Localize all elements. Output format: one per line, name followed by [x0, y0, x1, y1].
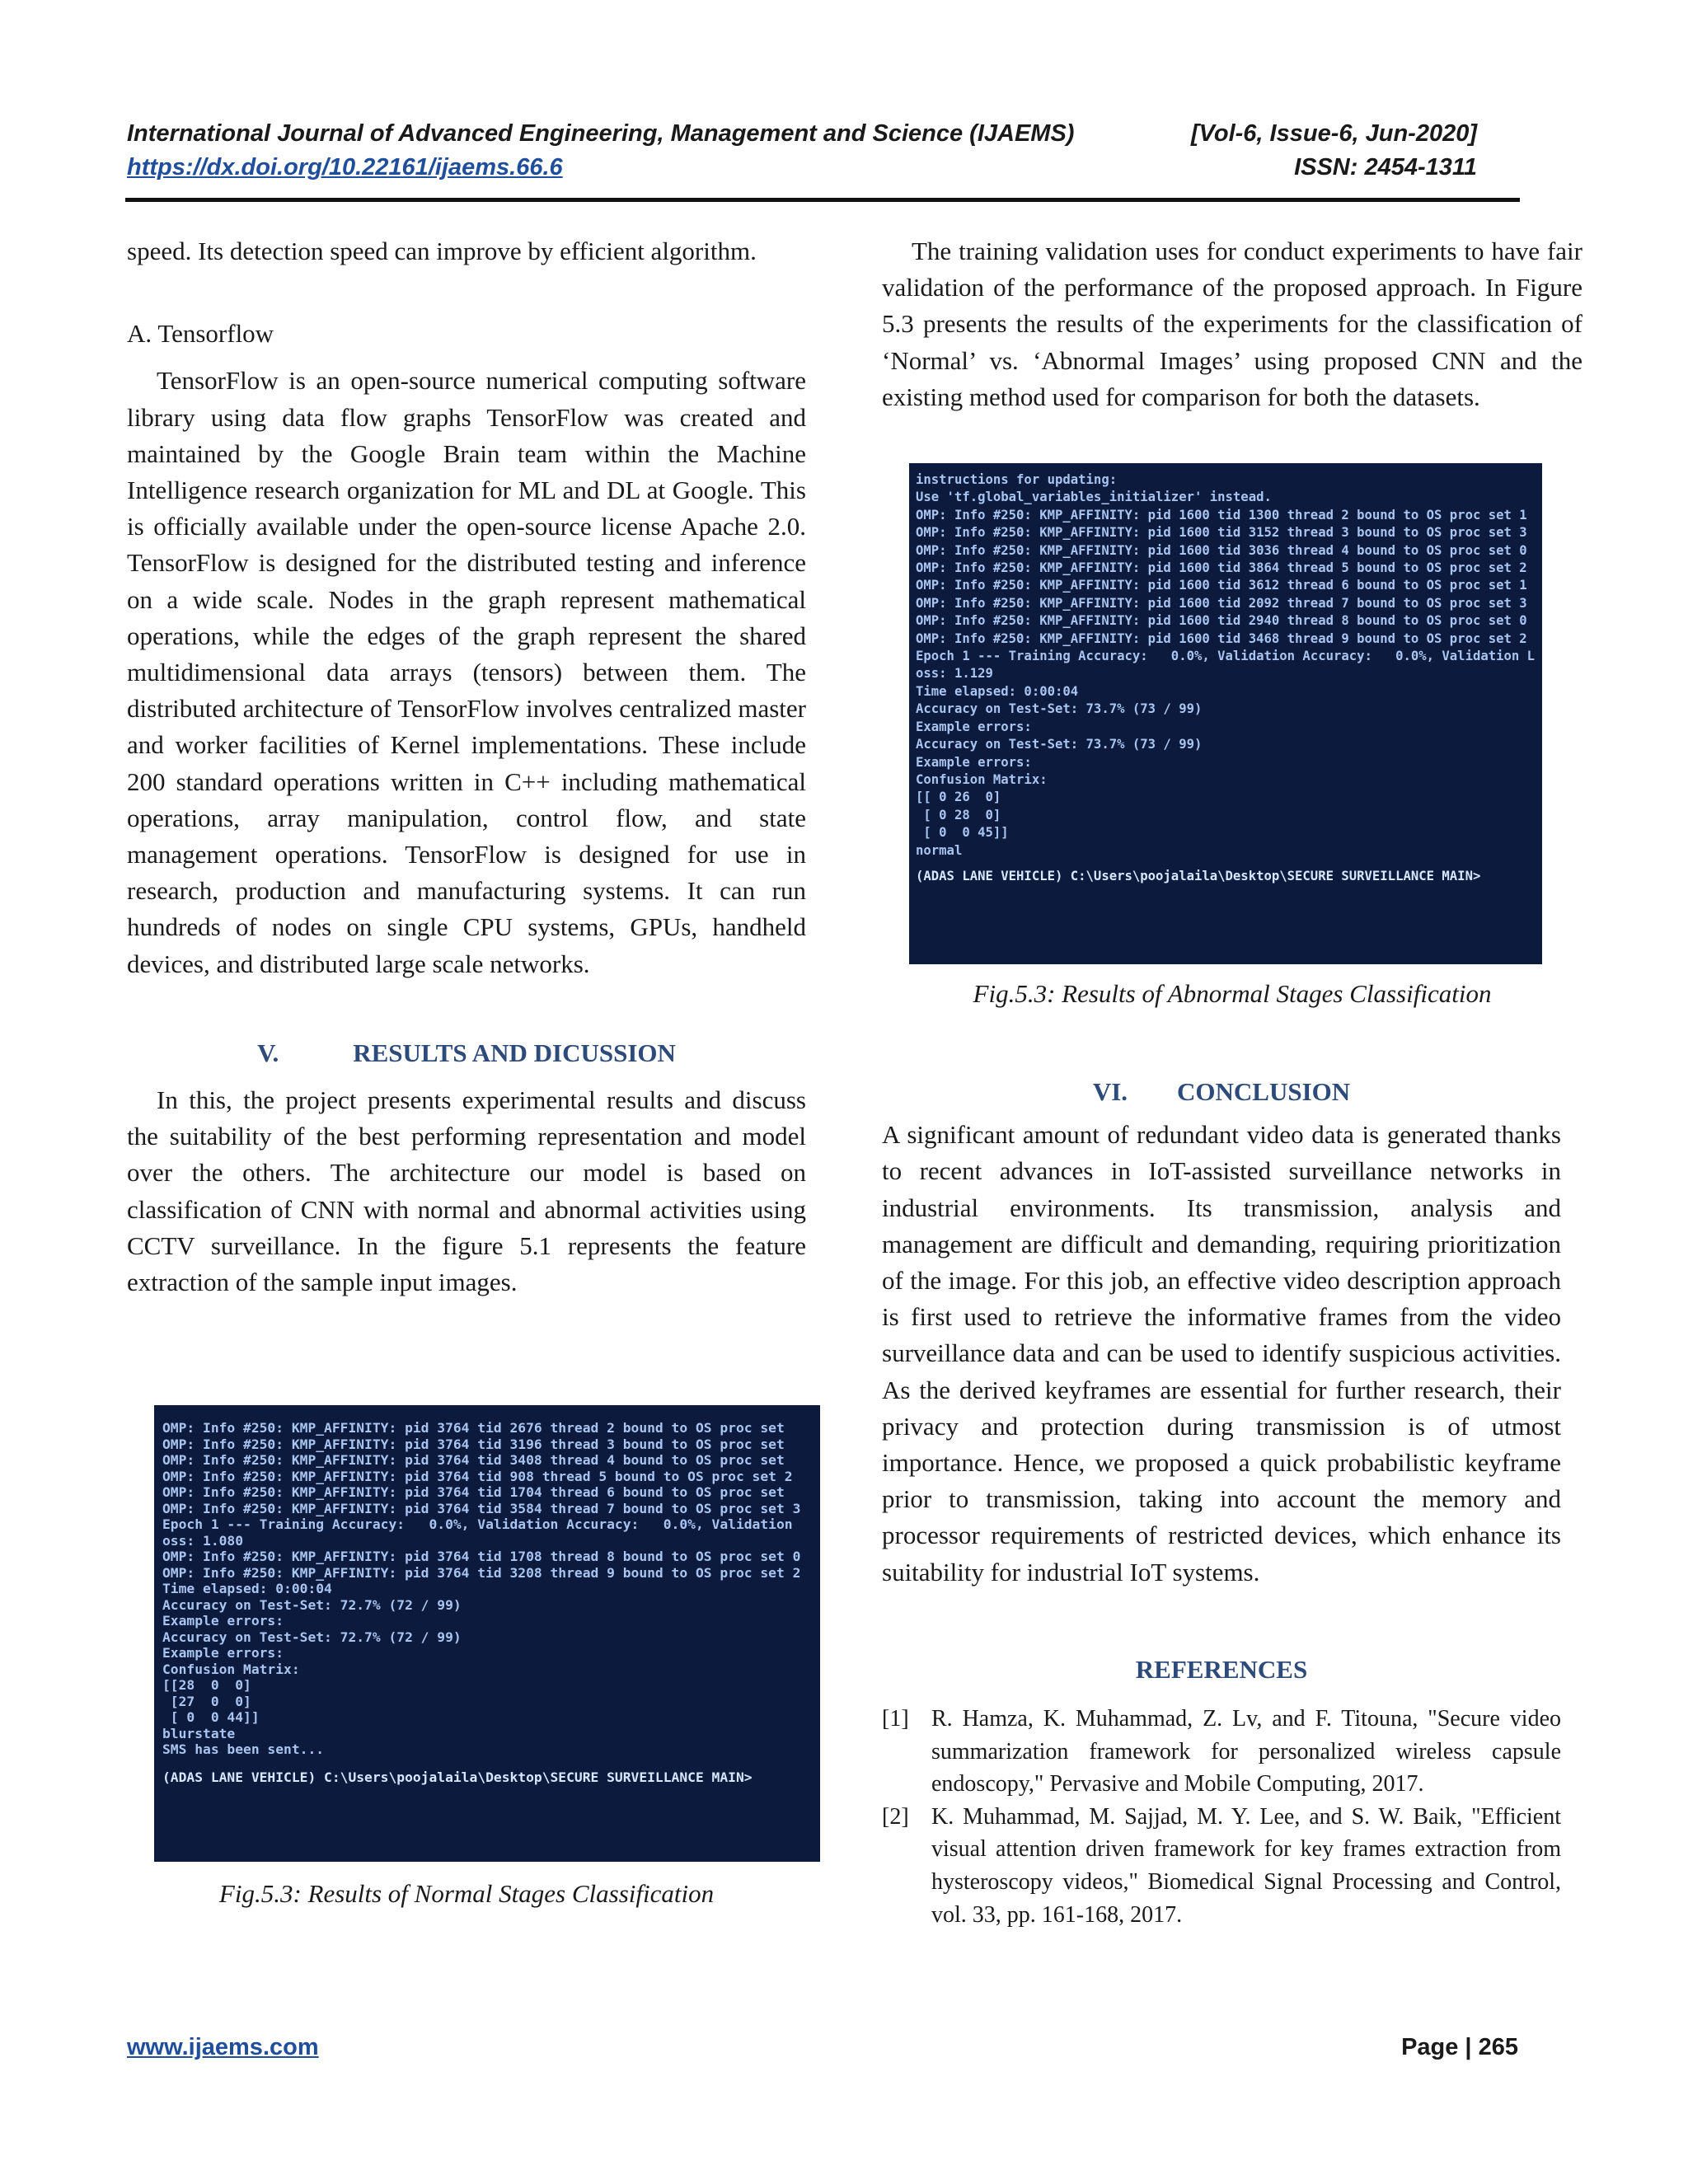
terminal-line: Example errors: [162, 1645, 284, 1661]
left-column [127, 233, 806, 1301]
terminal-line: Use 'tf.global_variables_initializer' instead. [916, 490, 1272, 505]
terminal-line: [ 0 0 45]] [916, 825, 1009, 841]
terminal-line: [ 0 0 44]] [162, 1709, 260, 1725]
terminal-line: oss: 1.080 [162, 1532, 244, 1549]
terminal-line: OMP: Info #250: KMP_AFFINITY: pid 1600 tid 2092 thread 7 bound to OS proc set 3 [916, 595, 1527, 611]
terminal-line: normal [916, 842, 963, 858]
terminal-line: OMP: Info #250: KMP_AFFINITY: pid 1600 tid 3152 thread 3 bound to OS proc set 3 [916, 525, 1527, 541]
reference-item [882, 1703, 1561, 1801]
references-heading: REFERENCES [1135, 1654, 1308, 1684]
running-header [127, 120, 1518, 181]
section-number: VI. [1092, 1077, 1128, 1106]
page-footer [127, 2034, 1561, 2061]
header-rule [125, 198, 1520, 202]
figure-normal-caption: Fig.5.3: Results of Normal Stages Classification [218, 1879, 715, 1908]
section-title: RESULTS AND DICUSSION [353, 1038, 676, 1067]
right-column-top [882, 233, 1582, 415]
terminal-line: Accuracy on Test-Set: 72.7% (72 / 99) [162, 1596, 462, 1613]
terminal-line: OMP: Info #250: KMP_AFFINITY: pid 1600 tid 1300 thread 2 bound to OS proc set 1 [916, 507, 1527, 523]
terminal-prompt-line: (ADAS LANE VEHICLE) C:\Users\poojalaila\Desktop\SECURE SURVEILLANCE MAIN> [162, 1769, 753, 1785]
terminal-line: OMP: Info #250: KMP_AFFINITY: pid 1600 tid 3612 thread 6 bound to OS proc set 1 [916, 578, 1527, 593]
issn: ISSN: 2454-1311 [1294, 154, 1477, 180]
terminal-line: OMP: Info #250: KMP_AFFINITY: pid 3764 tid 3208 thread 9 bound to OS proc set 2 [162, 1564, 801, 1581]
terminal-line: OMP: Info #250: KMP_AFFINITY: pid 3764 tid 1708 thread 8 bound to OS proc set 0 [162, 1549, 801, 1564]
terminal-line: OMP: Info #250: KMP_AFFINITY: pid 1600 tid 3036 thread 4 bound to OS proc set 0 [916, 542, 1527, 558]
section-heading-conclusion [882, 1074, 1561, 1110]
terminal-line: OMP: Info #250: KMP_AFFINITY: pid 3764 tid 2676 thread 2 bound to OS proc set [162, 1420, 785, 1436]
terminal-line: Confusion Matrix: [162, 1661, 300, 1677]
terminal-line: OMP: Info #250: KMP_AFFINITY: pid 3764 tid 908 thread 5 bound to OS proc set 2 [162, 1468, 793, 1484]
reference-item [882, 1801, 1561, 1931]
terminal-line: blurstate [162, 1725, 236, 1741]
page-number: Page | 265 [1401, 2034, 1518, 2060]
figure-abnormal-caption: Fig.5.3: Results of Abnormal Stages Classification [973, 979, 1492, 1008]
reference-number: [2] [882, 1803, 909, 1830]
terminal-line: Time elapsed: 0:00:04 [916, 683, 1079, 699]
reference-text: K. Muhammad, M. Sajjad, M. Y. Lee, and S. W. Baik, "Efficient visual attention driven framework for key frames extraction from hysteroscopy videos," Biomedical Signal Processing and Control, vol. 33, pp. 161-168, 2017. [931, 1803, 1561, 1928]
terminal-line: instructions for updating: [916, 472, 1118, 487]
right-column-bottom [882, 1074, 1561, 1931]
subheading-tensorflow: A. Tensorflow [127, 319, 274, 349]
reference-text: R. Hamza, K. Muhammad, Z. Lv, and F. Titouna, "Secure video summarization framework for personalized wireless capsule endoscopy," Pervasive and Mobile Computing, 2017. [931, 1706, 1561, 1797]
section-heading-results [127, 1035, 806, 1071]
section-title: CONCLUSION [1177, 1077, 1351, 1106]
figure-normal-terminal [154, 1405, 820, 1862]
journal-title: International Journal of Advanced Engineering, Management and Science (IJAEMS) [127, 120, 1075, 147]
terminal-line: Example errors: [162, 1613, 284, 1629]
terminal-line: [[28 0 0] [162, 1677, 251, 1693]
terminal-line: Accuracy on Test-Set: 73.7% (73 / 99) [916, 701, 1203, 717]
terminal-line: [27 0 0] [162, 1693, 251, 1709]
terminal-line: [[ 0 26 0] [916, 790, 1001, 805]
results-paragraph: In this, the project presents experimental results and discuss the suitability of the best performing representation and model over the others. The architecture our model is based on classification of CNN with normal and abnormal activities using CCTV surveillance. In the figure 5.1 represents the feature extraction of the sample input images. [127, 1085, 806, 1297]
terminal-line: Accuracy on Test-Set: 73.7% (73 / 99) [916, 737, 1203, 752]
validation-paragraph: The training validation uses for conduct experiments to have fair validation of the performance of the proposed approach. In Figure 5.3 presents the results of the experiments for the classification of ‘Normal’ vs. ‘Abnormal Images’ using proposed CNN and the existing method used for comparison for both the datasets. [882, 237, 1582, 411]
section-number: V. [257, 1038, 279, 1067]
terminal-line: Example errors: [916, 754, 1032, 770]
terminal-line: Accuracy on Test-Set: 72.7% (72 / 99) [162, 1629, 462, 1645]
terminal-line: [ 0 28 0] [916, 807, 1001, 823]
references-list [882, 1703, 1561, 1931]
conclusion-paragraph: A significant amount of redundant video data is generated thanks to recent advances in IoT-assisted surveillance networks in industrial environments. Its transmission, analysis and management are difficult and demanding, requiring prioritization of the image. For this job, an effective video description approach is first used to retrieve the informative frames from the video surveillance data and can be used to identify suspicious activities. As the derived keyframes are essential for further research, their privacy and protection during transmission is of utmost importance. Hence, we proposed a quick probabilistic keyframe prior to transmission, taking into account the memory and processor requirements of restricted devices, which enhance its suitability for industrial IoT systems. [882, 1120, 1561, 1586]
terminal-line: OMP: Info #250: KMP_AFFINITY: pid 1600 tid 3864 thread 5 bound to OS proc set 2 [916, 560, 1527, 576]
terminal-line: OMP: Info #250: KMP_AFFINITY: pid 1600 tid 2940 thread 8 bound to OS proc set 0 [916, 613, 1527, 629]
terminal-line: Epoch 1 --- Training Accuracy: 0.0%, Validation Accuracy: 0.0%, Validation L [916, 649, 1536, 664]
doi-link[interactable]: https://dx.doi.org/10.22161/ijaems.66.6 [127, 154, 563, 180]
terminal-line: OMP: Info #250: KMP_AFFINITY: pid 3764 tid 1704 thread 6 bound to OS proc set [162, 1484, 785, 1500]
terminal-line: Confusion Matrix: [916, 771, 1048, 787]
terminal-line: OMP: Info #250: KMP_AFFINITY: pid 3764 tid 3408 thread 4 bound to OS proc set [162, 1452, 785, 1468]
figure-abnormal-terminal [909, 463, 1542, 964]
left-paragraph-intro: speed. Its detection speed can improve by efficient algorithm. [127, 237, 757, 265]
terminal-line: Epoch 1 --- Training Accuracy: 0.0%, Validation Accuracy: 0.0%, Validation [162, 1516, 793, 1532]
terminal-prompt-line: (ADAS LANE VEHICLE) C:\Users\poojalaila\Desktop\SECURE SURVEILLANCE MAIN> [916, 868, 1481, 883]
terminal-line: OMP: Info #250: KMP_AFFINITY: pid 3764 tid 3584 thread 7 bound to OS proc set 3 [162, 1500, 801, 1516]
terminal-line: OMP: Info #250: KMP_AFFINITY: pid 3764 tid 3196 thread 3 bound to OS proc set [162, 1436, 785, 1452]
terminal-line: SMS has been sent... [162, 1741, 325, 1757]
website-link[interactable]: www.ijaems.com [127, 2034, 319, 2060]
terminal-line: OMP: Info #250: KMP_AFFINITY: pid 1600 tid 3468 thread 9 bound to OS proc set 2 [916, 630, 1527, 646]
terminal-line: Example errors: [916, 719, 1032, 734]
terminal-line: oss: 1.129 [916, 666, 993, 682]
terminal-line: Time elapsed: 0:00:04 [162, 1581, 332, 1596]
tensorflow-paragraph: TensorFlow is an open-source numerical computing software library using data flow graphs TensorFlow was created and maintained by the Google Brain team within the Machine Intelligence research organization for ML and DL at Google. This is officially available under the open-source license Apache 2.0. TensorFlow is designed for the distributed testing and inference on a wide scale. Nodes in the graph represent mathematical operations, while the edges of the graph represent the shared multidimensional data arrays (tensors) between them. The distributed architecture of TensorFlow involves centralized master and worker facilities of Kernel implementations. These include 200 standard operations written in C++ including mathematical operations, array manipulation, control flow, and state management operations. TensorFlow is designed for use in research, production and manufacturing systems. It can run hundreds of nodes on single CPU systems, GPUs, handheld devices, and distributed large scale networks. [127, 366, 806, 978]
volume-info: [Vol-6, Issue-6, Jun-2020] [1190, 120, 1477, 147]
reference-number: [1] [882, 1706, 909, 1732]
